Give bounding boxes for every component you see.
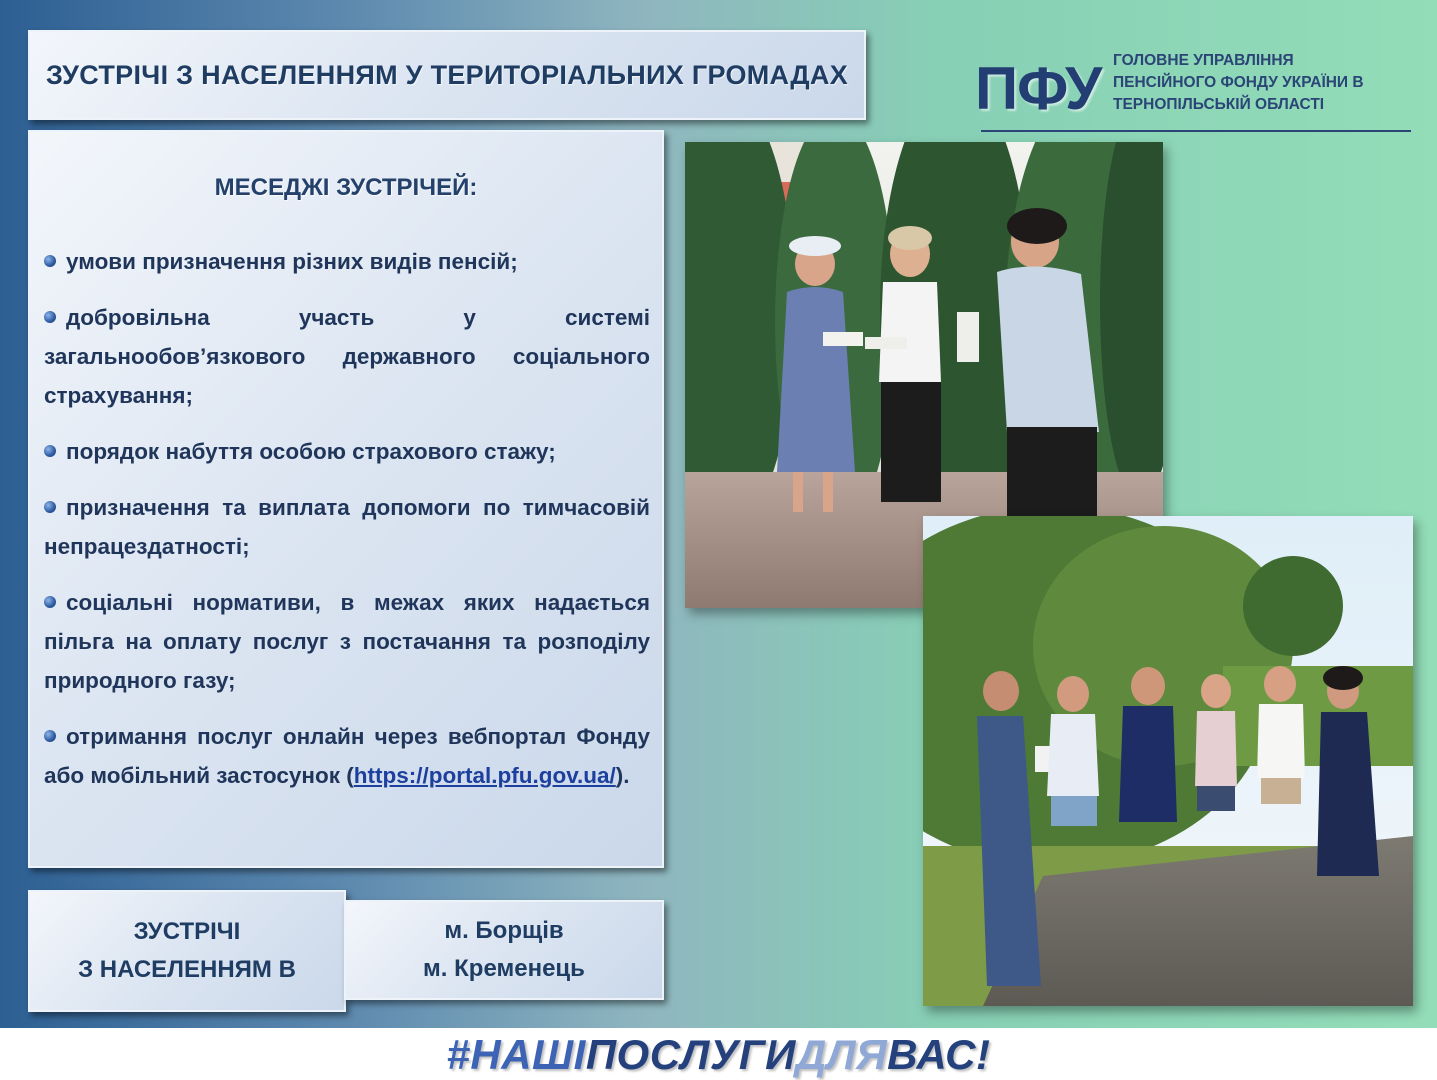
portal-link[interactable]: https://portal.pfu.gov.ua/	[353, 763, 616, 788]
hashtag-part-3: ДЛЯ	[795, 1031, 888, 1078]
pfu-logo	[975, 44, 1415, 134]
city-kremenets: м. Кременець	[423, 955, 585, 982]
org-line-1: ГОЛОВНЕ УПРАВЛІННЯ	[1113, 52, 1294, 69]
meetings-label-line-2: З НАСЕЛЕННЯМ В	[78, 956, 296, 983]
city-borshchiv: м. Борщів	[444, 917, 564, 944]
bullet-icon	[44, 501, 56, 513]
bullet-icon	[44, 596, 56, 608]
logo-underline	[981, 130, 1411, 132]
title-banner	[28, 30, 866, 120]
page-title: ЗУСТРІЧІ З НАСЕЛЕННЯМ У ТЕРИТОРІАЛЬНИХ ГРОМАДАХ	[45, 59, 849, 90]
hashtag-part-4: ВАС!	[887, 1031, 991, 1078]
list-item: умови призначення різних видів пенсій;	[44, 242, 650, 281]
list-item: порядок набуття особою страхового стажу;	[44, 432, 650, 471]
meeting-photo-2	[923, 516, 1413, 1006]
cities-box	[344, 900, 664, 1000]
hashtag-slogan	[0, 1030, 1437, 1080]
org-line-3: ТЕРНОПІЛЬСЬКІЙ ОБЛАСТІ	[1113, 96, 1325, 113]
list-item: призначення та виплата допомоги по тимчасовій непрацездатності;	[44, 495, 650, 559]
bullet-icon	[44, 730, 56, 742]
list-item: отримання послуг онлайн через вебпортал Фонду або мобільний застосунок (https://portal.pfu.gov.ua/).	[44, 724, 650, 788]
pfu-logo-abbr: ПФУ	[975, 55, 1102, 122]
pfu-org-name	[1113, 50, 1413, 116]
bullet-icon	[44, 255, 56, 267]
meetings-label	[78, 913, 296, 989]
list-item: соціальні нормативи, в межах яких надається пільга на оплату послуг з постачання та розподілу природного газу;	[44, 590, 650, 693]
messages-heading: МЕСЕДЖІ ЗУСТРІЧЕЙ:	[214, 174, 478, 201]
photo-illustration-2	[923, 516, 1413, 1006]
org-line-2: ПЕНСІЙНОГО ФОНДУ УКРАЇНИ В	[1113, 74, 1364, 91]
messages-panel	[28, 130, 664, 868]
bullet-icon	[44, 311, 56, 323]
cities-list	[423, 912, 585, 988]
hashtag-part-2: ПОСЛУГИ	[585, 1031, 796, 1078]
meetings-label-box	[28, 890, 346, 1012]
messages-list	[44, 242, 650, 812]
bullet-icon	[44, 445, 56, 457]
hashtag-part-1: #НАШІ	[446, 1031, 586, 1078]
meetings-label-line-1: ЗУСТРІЧІ	[133, 918, 241, 945]
list-item: добровільна участь у системі загальнообов’язкового державного соціального страхування;	[44, 305, 650, 408]
